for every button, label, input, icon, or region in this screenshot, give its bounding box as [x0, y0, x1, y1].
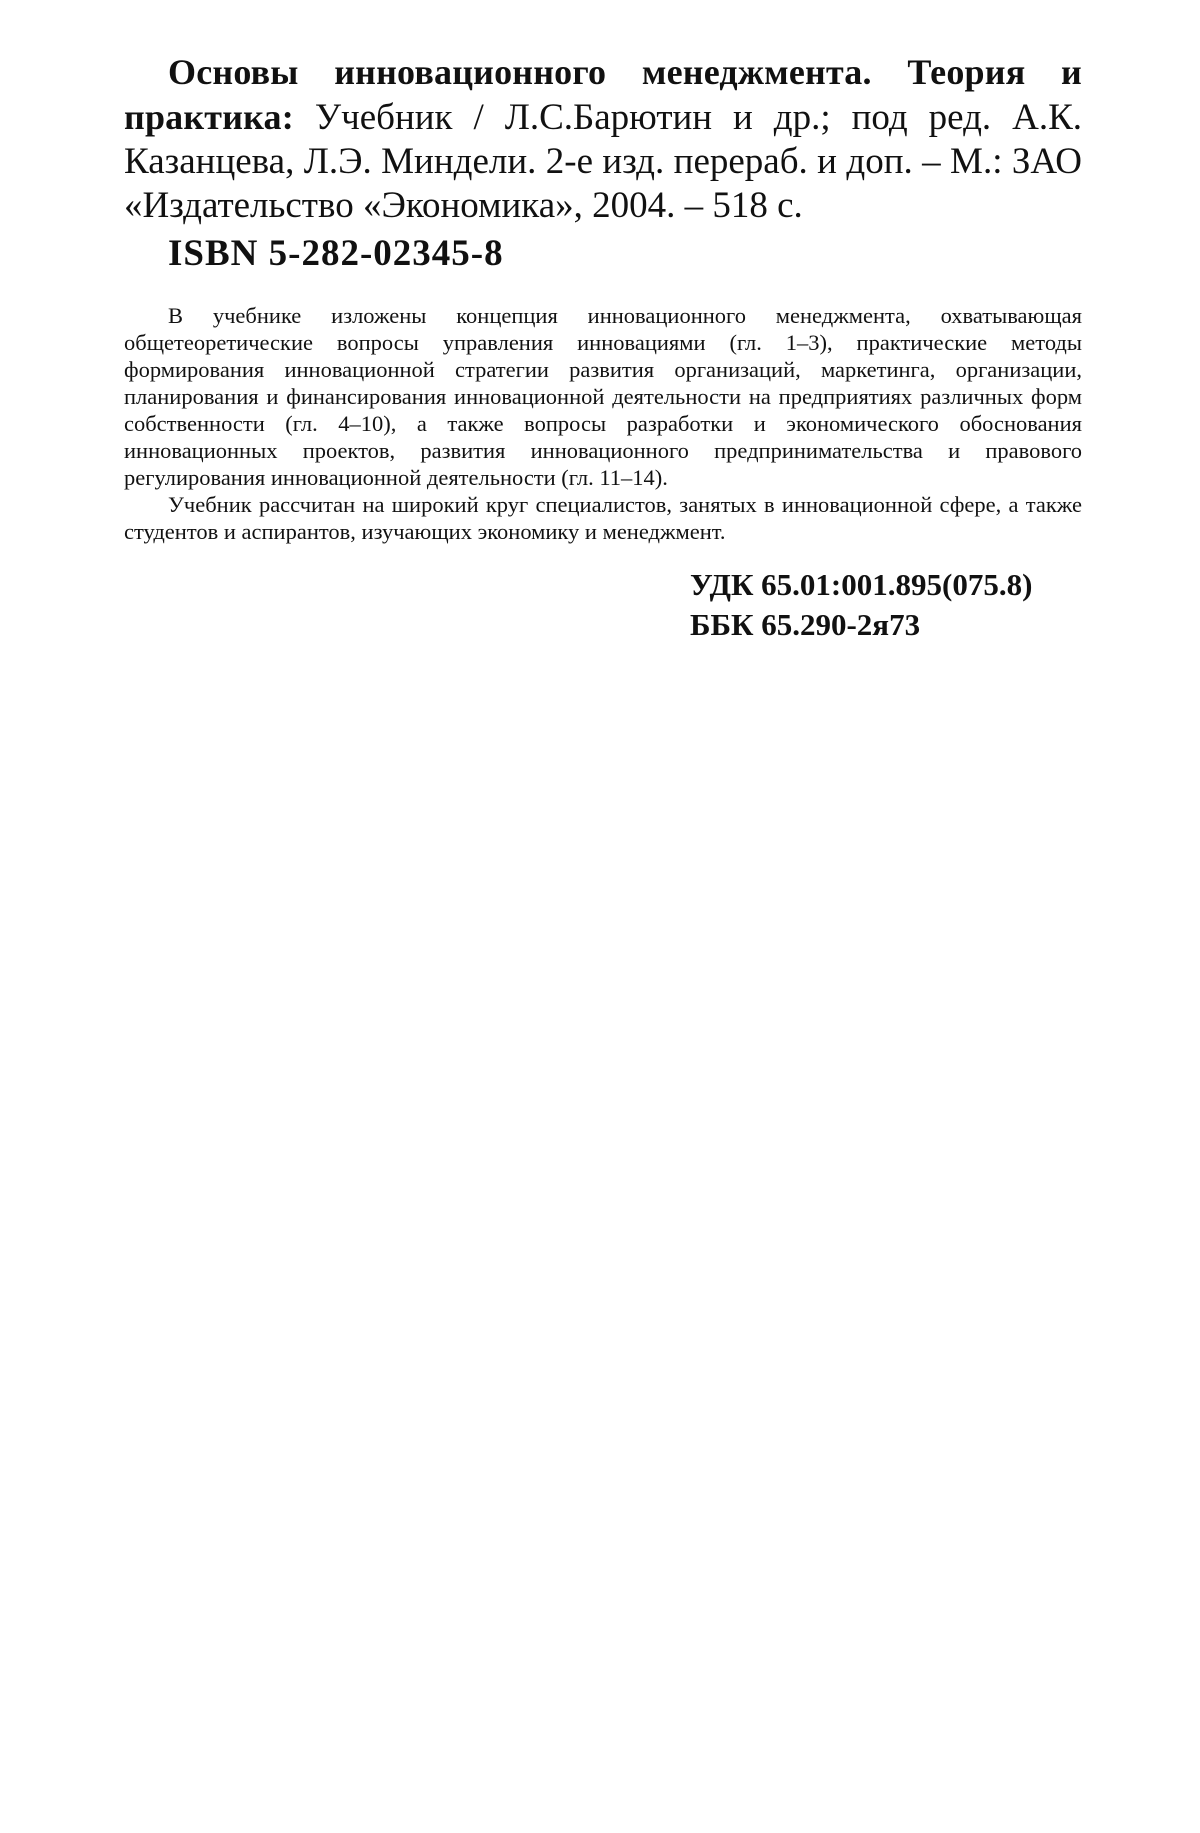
isbn-number: ISBN 5-282-02345-8 — [168, 233, 504, 274]
annotation-paragraph-2: Учебник рассчитан на широкий круг специалистов, занятых в инновационной сфере, а также студентов и аспирантов, изучающих экономику и менеджмент. — [124, 492, 1082, 544]
book-title: Основы инновационного менеджмента. Теория и практика: — [124, 52, 1082, 137]
book-details: Учебник / Л.С.Барютин и др.; под ред. А.К. Казанцева, Л.Э. Миндели. 2-е изд. перераб. и доп. – М.: ЗАО «Издательство «Экономика», 2004. – 518 с. — [124, 97, 1083, 226]
annotation-paragraph-1: В учебнике изложены концепция инновационного менеджмента, охватывающая общетеоретические вопросы управления инновациями (гл. 1–3), практические методы формирования инновационной стратегии развития организаций, маркетинга, организации, планирования и финансирования инновационной деятельности на предприятиях различных форм собственности (гл. 4–10), а также вопросы разработки и экономического обоснования инновационных проектов, развития инновационного предпринимательства и правового регулирования инновационной деятельности (гл. 11–14). — [124, 303, 1082, 490]
udk-code: УДК 65.01:001.895(075.8) — [690, 567, 1033, 602]
bbk-code: ББК 65.290-2я73 — [690, 607, 921, 642]
bibliographic-record — [124, 50, 1082, 228]
annotation — [124, 302, 1082, 545]
classification-codes — [690, 565, 1032, 645]
